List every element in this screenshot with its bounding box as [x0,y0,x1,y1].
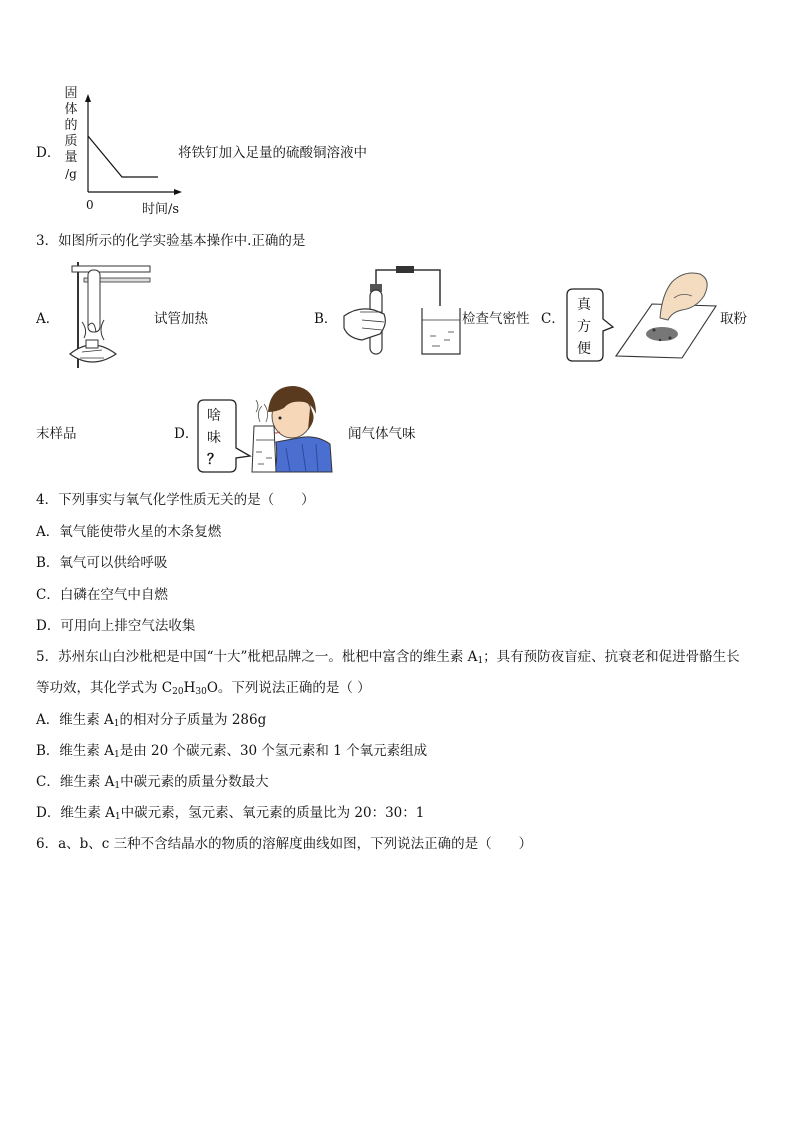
ylabel-char: /g [65,167,77,181]
q3-option-d-text: 闻气体气味 [348,426,416,442]
test-tube-heating-illustration [64,258,156,374]
q3-option-c-text-1: 取粉 [720,311,747,327]
boy-smelling-illustration [246,382,334,474]
ylabel-char: 体 [64,102,78,117]
q3-option-c-label: C． [541,311,565,327]
q5-stem-line1: 5．苏州东山白沙枇杷是中国“十大”枇杷品牌之一。枇杷中富含的维生素 $A_1$；具有预防夜盲症、抗衰老和促进骨骼生长 [36,649,740,666]
q5-option-a: A．维生素 $A_1$的相对分子质量为 286g [36,712,267,729]
ylabel-char: 的 [64,118,78,133]
c-bubble-char: 方 [577,319,591,335]
ylabel-char: 固 [64,86,78,101]
c-bubble-char: 便 [577,341,591,357]
q6-stem: 6．a、b、c 三种不含结晶水的物质的溶解度曲线如图，下列说法正确的是（ ） [36,836,533,852]
q3-option-a-text: 试管加热 [154,311,208,327]
graph-ylabel [64,86,78,182]
q4-option-b: B．氧气可以供给呼吸 [36,555,168,571]
q5-option-b: B．维生素 $A_1$是由 20 个碳元素、30 个氢元素和 1 个氧元素组成 [36,743,428,760]
c-speech-bubble [567,289,615,361]
d-bubble-char: ？ [207,452,221,468]
q3-option-a-label: A． [36,311,60,327]
q2-option-d-label: D． [36,145,61,161]
q2-option-d-text: 将铁钉加入足量的硫酸铜溶液中 [178,145,367,161]
airtightness-check-illustration [340,262,464,360]
graph-xlabel: 时间/s [142,202,180,217]
q3-stem: 3．如图所示的化学实验基本操作中.正确的是 [36,233,306,249]
ylabel-char: 量 [64,150,78,165]
graph-curve [88,136,158,177]
q3-option-c-text-2: 末样品 [36,426,77,442]
q4-option-d: D．可用向上排空气法收集 [36,618,196,634]
q5-stem-line2: 等功效，其化学式为 $C_{20}H_{30}O$。下列说法正确的是（ ） [36,680,371,697]
q4-stem: 4．下列事实与氧气化学性质无关的是（ ） [36,492,315,508]
q4-option-c: C．白磷在空气中自燃 [36,587,168,603]
q5-option-c: C．维生素 $A_1$中碳元素的质量分数最大 [36,774,269,791]
powder-hand-illustration [612,268,718,362]
mass-time-graph [80,92,190,202]
q4-option-a: A．氧气能使带火星的木条复燃 [36,524,222,540]
d-bubble-char: 啥 [207,408,221,424]
q5-option-d: D．维生素 $A_1$中碳元素，氢元素、氧元素的质量比为 20：30：1 [36,805,425,822]
q3-option-b-text: 检查气密性 [462,311,530,327]
c-bubble-char: 真 [577,297,591,313]
d-bubble-char: 味 [207,430,221,446]
ylabel-char: 质 [64,134,78,149]
q3-option-d-label: D． [174,426,199,442]
graph-origin: 0 [86,198,94,212]
q3-option-b-label: B． [314,311,338,327]
